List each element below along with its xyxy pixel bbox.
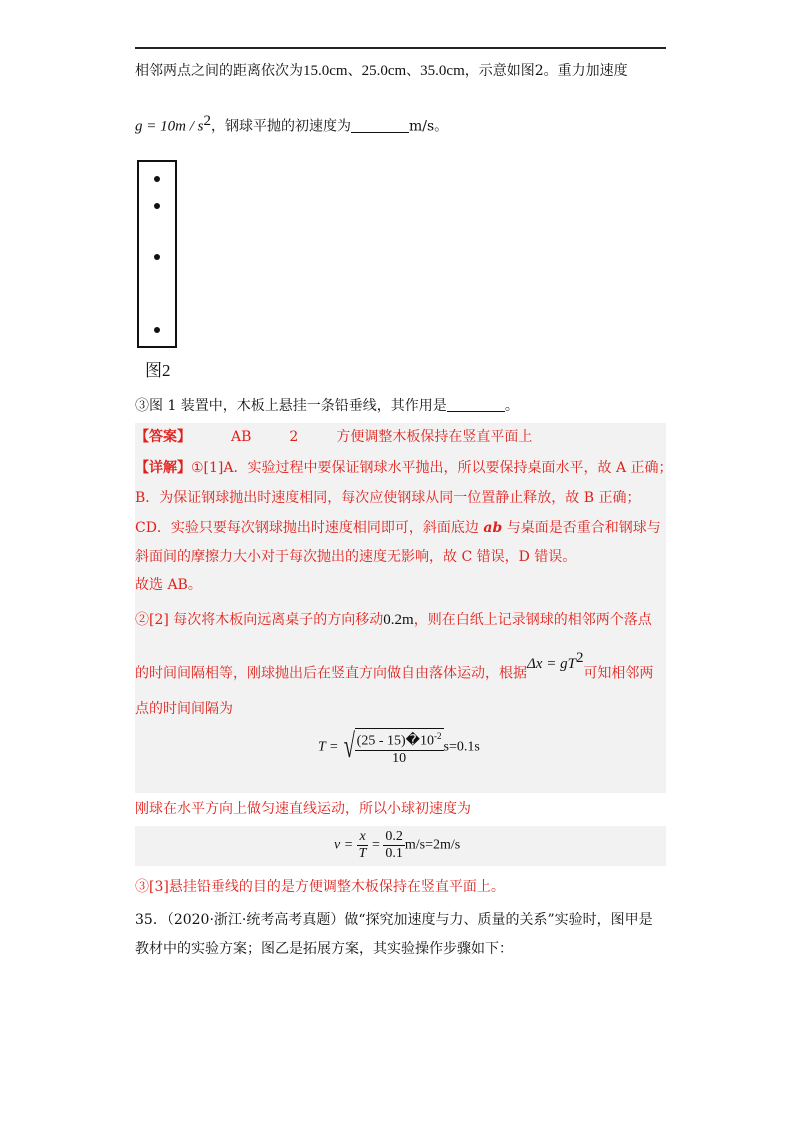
ball-mark-4 <box>154 327 160 333</box>
detail-line-3: CD．实验只要每次钢球抛出时速度相同即可，斜面底边 ab 与桌面是否重合和钢球与 <box>135 520 661 536</box>
figure-label: 图2 <box>145 361 171 380</box>
header-rule <box>135 47 666 49</box>
question-3: ③图 1 装置中，木板上悬挂一条铅垂线，其作用是 。 <box>135 398 519 414</box>
detail-line-9: 刚球在水平方向上做匀速直线运动，所以小球初速度为 <box>135 801 471 817</box>
answer-blank-3[interactable] <box>447 397 505 412</box>
detail-line-1: 【详解】①[1]A．实验过程中要保证钢球水平抛出，所以要保持桌面水平，故 A 正确； <box>135 460 673 476</box>
question-line-1: 相邻两点之间的距离依次为15.0cm、25.0cm、35.0cm，示意如图2。重力加速度 <box>135 63 628 79</box>
detail-line-2: B．为保证钢球抛出时速度相同，每次应使钢球从同一位置静止释放，故 B 正确； <box>135 490 641 506</box>
ball-mark-3 <box>154 254 160 260</box>
answer-line: 【答案】 AB 2 方便调整木板保持在竖直平面上 <box>135 429 533 445</box>
detail-line-10: ③[3]悬挂铅垂线的目的是方便调整木板保持在竖直平面上。 <box>135 879 505 895</box>
ball-mark-1 <box>154 176 160 182</box>
question-line-2: $g = 10m / s^2$，钢球平抛的初速度为 m/s。 <box>135 113 449 135</box>
ball-mark-2 <box>154 203 160 209</box>
detail-line-5: 故选 AB。 <box>135 577 202 593</box>
detail-line-7: 的时间间隔相等，刚球抛出后在竖直方向做自由落体运动，根据$\Delta x = gT^2$可知相邻两 <box>135 650 654 682</box>
detail-line-8: 点的时间间隔为 <box>135 701 233 717</box>
question-35-line-2: 教材中的实验方案；图乙是拓展方案，其实验操作步骤如下： <box>135 941 513 957</box>
detail-line-4: 斜面间的摩擦力大小对于每次抛出的速度无影响，故 C 错误，D 错误。 <box>135 549 577 565</box>
detail-line-6: ②[2] 每次将木板向远离桌子的方向移动0.2m，则在白纸上记录钢球的相邻两个落点 <box>135 612 652 628</box>
period-formula: T = √ $\frac{(25 - 15)�10^{-2}}{10}$ s=0.1s <box>318 728 480 766</box>
velocity-formula: v = $\frac{x}{T}$ = $\frac{0.2}{0.1}$ m/s=2m/s <box>334 829 461 861</box>
answer-blank[interactable] <box>351 118 409 133</box>
question-35-line-1: 35．（2020·浙江·统考高考真题）做“探究加速度与力、质量的关系”实验时，图甲是 <box>135 912 653 928</box>
